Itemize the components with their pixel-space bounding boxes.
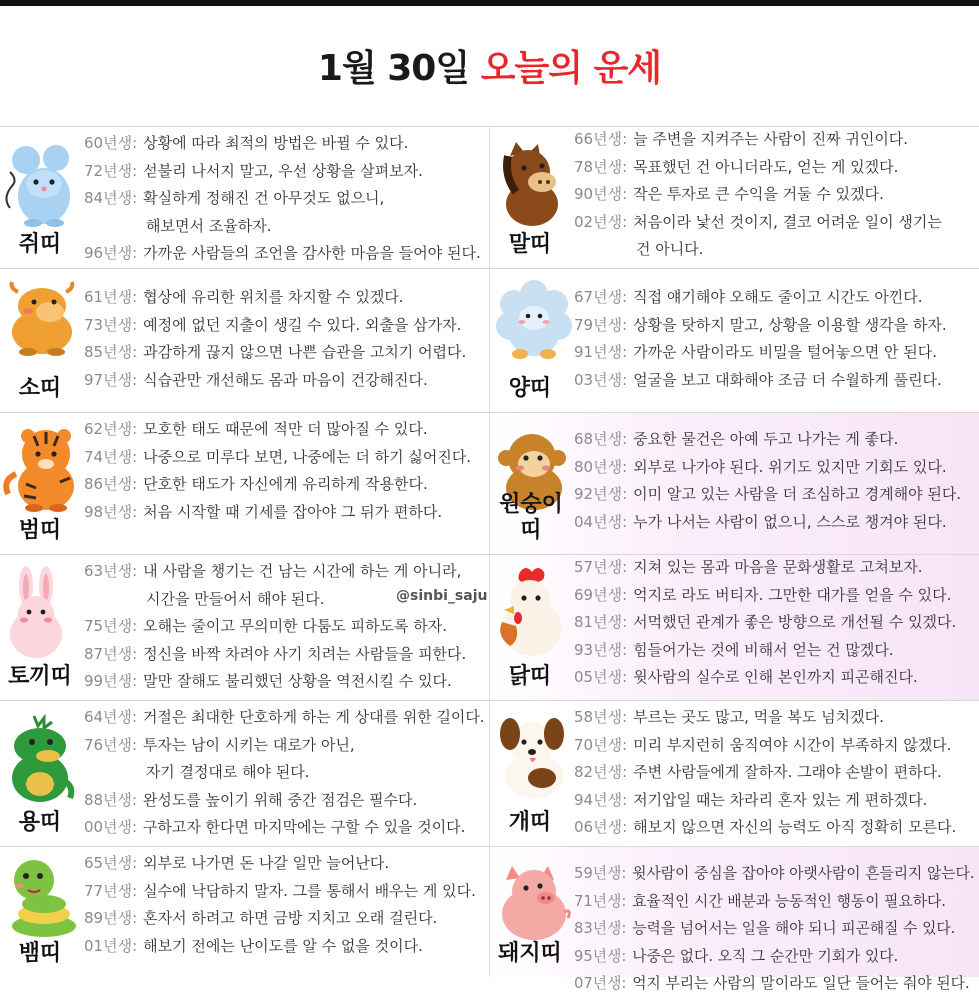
row-divider [0, 554, 979, 555]
row-divider [0, 412, 979, 413]
fortune-line [574, 284, 947, 312]
birth-year: 95년생: [574, 946, 627, 965]
snake-icon [4, 858, 80, 942]
fortune-line [84, 814, 485, 842]
birth-year: 88년생: [84, 790, 137, 809]
fortune-line [574, 888, 975, 916]
fortune-text: 서먹했던 관계가 좋은 방향으로 개선될 수 있겠다. [633, 613, 957, 631]
fortune-line [574, 554, 956, 582]
fortune-text: 중요한 물건은 아예 두고 나가는 게 좋다. [633, 430, 899, 448]
birth-year: 85년생: [84, 343, 138, 361]
fortune-line [84, 284, 466, 312]
fortune-cell-right-6 [490, 846, 979, 992]
row-divider [0, 268, 979, 269]
fortune-line [574, 454, 961, 482]
birth-year: 74년생: [84, 447, 138, 466]
fortune-lines [84, 850, 476, 960]
fortune-line [84, 613, 466, 641]
fortune-text: 미리 부지런히 움직여야 시간이 부족하지 않겠다. [633, 735, 952, 754]
zodiac-label: 말띠 [508, 232, 552, 257]
zodiac-label: 양띠 [508, 376, 552, 401]
fortune-line [574, 209, 942, 237]
fortune-line [84, 668, 466, 696]
fortune-text: 말만 잘해도 불리했던 상황을 역전시킬 수 있다. [143, 672, 452, 690]
zodiac-label: 소띠 [18, 376, 62, 401]
fortune-line [84, 499, 471, 527]
birth-year: 77년생: [84, 881, 138, 900]
fortune-text: 단호한 태도가 자신에게 유리하게 작용한다. [143, 475, 428, 493]
fortune-text: 억지 부리는 사람의 말이라도 일단 들어는 줘야 된다. [632, 974, 970, 992]
fortune-line [84, 558, 466, 586]
top-bar [0, 0, 979, 6]
fortune-text: 억지로 라도 버티자. 그만한 대가를 얻을 수 있다. [633, 585, 952, 604]
fortune-text: 얼굴을 보고 대화해야 조금 더 수월하게 풀린다. [633, 370, 942, 389]
birth-year: 60년생: [84, 134, 138, 152]
fortune-lines [84, 558, 466, 696]
birth-year: 67년생: [574, 288, 628, 306]
birth-year: 94년생: [574, 790, 628, 809]
fortune-text: 혼자서 하려고 하면 금방 지치고 오래 걸린다. [143, 909, 438, 927]
tiger-icon [4, 424, 78, 516]
birth-year: 87년생: [84, 644, 138, 663]
title-main: 오늘의 운세 [480, 48, 662, 89]
fortune-text: 윗사람의 실수로 인해 본인까지 피곤해진다. [633, 668, 918, 686]
zodiac-label: 뱀띠 [18, 941, 62, 966]
fortune-cell-right-5 [490, 700, 979, 846]
fortune-text: 저기압일 때는 차라리 혼자 있는 게 편하겠다. [633, 790, 928, 809]
fortune-line [574, 312, 947, 340]
birth-year: 79년생: [574, 315, 628, 334]
birth-year: 96년생: [84, 244, 138, 262]
fortune-line [84, 130, 481, 158]
zodiac-label: 돼지띠 [498, 941, 562, 966]
zodiac-label: 토끼띠 [8, 664, 72, 689]
birth-year: 04년생: [574, 512, 628, 531]
fortune-lines [574, 426, 961, 536]
birth-year: 97년생: [84, 370, 138, 389]
fortune-line [84, 850, 476, 878]
fortune-line [574, 704, 956, 732]
fortune-text: 힘들어가는 것에 비해서 얻는 건 많겠다. [633, 640, 894, 659]
birth-year: 78년생: [574, 157, 628, 176]
birth-year: 02년생: [574, 212, 628, 231]
fortune-line [84, 732, 485, 760]
fortune-line [84, 339, 466, 367]
fortune-text: 과감하게 끊지 않으면 나쁜 습관을 고치기 어렵다. [143, 343, 467, 361]
fortune-text: 상황을 탓하지 말고, 상황을 이용할 생각을 하자. [633, 315, 947, 334]
fortune-line [84, 185, 481, 213]
birth-year: 82년생: [574, 763, 628, 781]
birth-year: 73년생: [84, 315, 138, 334]
fortune-line [574, 181, 942, 209]
birth-year: 61년생: [84, 288, 138, 306]
fortune-cell-left-5 [0, 700, 489, 846]
watermark: @sinbi_saju [396, 588, 488, 604]
fortune-cell-left-6 [0, 846, 489, 977]
birth-year: 71년생: [574, 891, 627, 910]
fortune-lines [84, 284, 466, 394]
fortune-line [574, 509, 961, 537]
birth-year: 92년생: [574, 485, 628, 503]
title-date: 1월 30일 [317, 48, 470, 89]
birth-year: 99년생: [84, 672, 138, 690]
fortune-line [574, 236, 942, 264]
birth-year: 64년생: [84, 708, 137, 726]
birth-year: 57년생: [574, 558, 628, 576]
fortune-line [574, 860, 975, 888]
fortune-lines [84, 130, 481, 268]
birth-year: 01년생: [84, 936, 138, 955]
horse-icon [494, 138, 566, 230]
fortune-line [574, 943, 975, 971]
birth-year: 07년생: [574, 974, 627, 992]
birth-year: 65년생: [84, 854, 138, 872]
fortune-cell-right-2 [490, 268, 979, 412]
fortune-text: 작은 투자로 큰 수익을 거둘 수 있겠다. [633, 185, 884, 203]
ox-icon [4, 280, 80, 360]
birth-year: 06년생: [574, 818, 628, 836]
fortune-text: 처음이라 낯선 것이지, 결코 어려운 일이 생기는 [633, 212, 942, 231]
rat-icon [4, 138, 76, 232]
birth-year: 86년생: [84, 475, 138, 493]
zodiac-label: 쥐띠 [18, 232, 62, 257]
fortune-text: 외부로 나가면 돈 나갈 일만 늘어난다. [143, 854, 390, 872]
fortune-line [574, 609, 956, 637]
fortune-text: 직접 얘기해야 오해도 줄이고 시간도 아낀다. [633, 288, 923, 306]
fortune-text: 확실하게 정해진 건 아무것도 없으니, [143, 189, 385, 207]
zodiac-label: 원숭이띠 [499, 492, 563, 543]
birth-year: 59년생: [574, 864, 627, 882]
fortune-text: 건 아니다. [636, 240, 704, 258]
fortune-lines [574, 704, 956, 842]
rooster-icon [494, 566, 566, 662]
fortune-text: 주변 사람들에게 잘하자. 그래야 손발이 편하다. [633, 763, 942, 781]
birth-year: 76년생: [84, 735, 137, 754]
fortune-text: 해보면서 조율하자. [146, 216, 272, 235]
birth-year: 90년생: [574, 185, 628, 203]
fortune-text: 해보지 않으면 자신의 능력도 아직 정확히 모른다. [633, 818, 957, 836]
fortune-lines [84, 704, 485, 842]
birth-year: 98년생: [84, 502, 138, 521]
fortune-cell-right-3 [490, 412, 979, 554]
fortune-line [84, 416, 471, 444]
fortune-text: 모호한 태도 때문에 적만 더 많아질 수 있다. [143, 420, 428, 438]
birth-year: 58년생: [574, 708, 628, 726]
fortune-text: 구하고자 한다면 마지막에는 구할 수 있을 것이다. [142, 818, 466, 836]
fortune-cell-right-4 [490, 554, 979, 700]
fortune-text: 부르는 곳도 많고, 먹을 복도 넘치겠다. [633, 708, 884, 726]
fortune-cell-left-4 [0, 554, 489, 700]
fortune-text: 오해는 줄이고 무의미한 다툼도 피하도록 하자. [143, 617, 448, 635]
fortune-line [574, 637, 956, 665]
birth-year: 62년생: [84, 420, 138, 438]
fortune-text: 시간을 만들어서 해야 된다. [146, 589, 325, 608]
fortune-line [574, 582, 956, 610]
fortune-line [574, 126, 942, 154]
birth-year: 80년생: [574, 457, 628, 476]
fortune-text: 협상에 유리한 위치를 차지할 수 있겠다. [143, 288, 404, 306]
birth-year: 03년생: [574, 370, 628, 389]
fortune-line [574, 664, 956, 692]
fortune-text: 지쳐 있는 몸과 마음을 문화생활로 고쳐보자. [633, 558, 923, 576]
fortune-line [574, 367, 947, 395]
birth-year: 68년생: [574, 430, 628, 448]
fortune-line [84, 641, 466, 669]
row-divider [0, 126, 979, 127]
fortune-line [574, 814, 956, 842]
fortune-line [574, 970, 975, 998]
birth-year: 70년생: [574, 735, 628, 754]
sheep-icon [494, 280, 574, 364]
fortune-line [84, 878, 476, 906]
fortune-line [574, 339, 947, 367]
fortune-text: 실수에 낙담하지 말자. 그를 통해서 배우는 게 있다. [143, 881, 476, 900]
fortune-text: 나중으로 미루다 보면, 나중에는 더 하기 싫어진다. [143, 447, 472, 466]
fortune-grid [0, 126, 979, 992]
birth-year: 81년생: [574, 613, 628, 631]
pig-icon [494, 858, 572, 946]
birth-year: 91년생: [574, 343, 628, 361]
fortune-text: 거절은 최대한 단호하게 하는 게 상대를 위한 길이다. [142, 708, 485, 726]
fortune-lines [574, 126, 942, 264]
fortune-text: 내 사람을 챙기는 건 남는 시간에 하는 게 아니라, [143, 562, 462, 580]
fortune-line [574, 732, 956, 760]
fortune-cell-left-3 [0, 412, 489, 554]
birth-year: 93년생: [574, 640, 628, 659]
zodiac-label: 닭띠 [508, 664, 552, 689]
fortune-text: 자기 결정대로 해야 된다. [145, 763, 310, 781]
fortune-lines [574, 554, 956, 692]
birth-year: 63년생: [84, 562, 138, 580]
page-title [0, 40, 979, 91]
fortune-cell-left-2 [0, 268, 489, 412]
fortune-text: 가까운 사람이라도 비밀을 털어놓으면 안 된다. [633, 343, 938, 361]
birth-year: 69년생: [574, 585, 628, 604]
fortune-line [84, 933, 476, 961]
row-divider [0, 700, 979, 701]
birth-year: 75년생: [84, 617, 138, 635]
fortune-text: 나중은 없다. 오직 그 순간만 기회가 있다. [632, 946, 899, 965]
dog-icon [494, 712, 570, 802]
fortune-text: 늘 주변을 지켜주는 사람이 진짜 귀인이다. [633, 130, 909, 148]
fortune-line [84, 367, 466, 395]
fortune-line [574, 759, 956, 787]
fortune-line [574, 787, 956, 815]
fortune-text: 효율적인 시간 배분과 능동적인 행동이 필요하다. [632, 891, 946, 910]
fortune-text: 정신을 바짝 차려야 사기 치려는 사람들을 피한다. [143, 644, 467, 663]
zodiac-label: 개띠 [508, 810, 552, 835]
fortune-text: 해보기 전에는 난이도를 알 수 없을 것이다. [143, 936, 423, 955]
fortune-line [84, 213, 481, 241]
birth-year: 72년생: [84, 161, 138, 180]
fortune-line [574, 915, 975, 943]
birth-year: 05년생: [574, 668, 628, 686]
birth-year: 89년생: [84, 909, 138, 927]
fortune-text: 상황에 따라 최적의 방법은 바뀔 수 있다. [143, 134, 409, 152]
fortune-line [84, 312, 466, 340]
fortune-line [84, 704, 485, 732]
birth-year: 66년생: [574, 130, 628, 148]
fortune-text: 윗사람이 중심을 잡아야 아랫사람이 흔들리지 않는다. [632, 864, 975, 882]
fortune-lines [84, 416, 471, 526]
birth-year: 83년생: [574, 919, 627, 937]
fortune-text: 목표했던 건 아니더라도, 얻는 게 있겠다. [633, 157, 899, 176]
fortune-cell-right-1 [490, 126, 979, 268]
fortune-text: 처음 시작할 때 기세를 잡아야 그 뒤가 편하다. [143, 502, 443, 521]
fortune-text: 예정에 없던 지출이 생길 수 있다. 외출을 삼가자. [143, 315, 462, 334]
fortune-line [574, 481, 961, 509]
zodiac-label: 용띠 [18, 810, 62, 835]
fortune-text: 누가 나서는 사람이 없으니, 스스로 챙겨야 된다. [633, 512, 947, 531]
fortune-text: 이미 알고 있는 사람을 더 조심하고 경계해야 된다. [633, 485, 962, 503]
fortune-cell-left-1 [0, 126, 489, 268]
fortune-text: 외부로 나가야 된다. 위기도 있지만 기회도 있다. [633, 457, 947, 476]
fortune-line [84, 240, 481, 268]
fortune-line [84, 905, 476, 933]
dragon-icon [4, 712, 74, 808]
fortune-text: 식습관만 개선해도 몸과 마음이 건강해진다. [143, 370, 428, 389]
fortune-text: 능력을 넘어서는 일을 해야 되니 피곤해질 수 있다. [632, 919, 956, 937]
fortune-line [84, 158, 481, 186]
fortune-line [574, 426, 961, 454]
fortune-line [84, 759, 485, 787]
fortune-lines [574, 860, 975, 998]
fortune-text: 완성도를 높이기 위해 중간 점검은 필수다. [142, 790, 418, 809]
birth-year: 84년생: [84, 189, 138, 207]
birth-year: 00년생: [84, 818, 137, 836]
rabbit-icon [4, 566, 68, 662]
fortune-lines [574, 284, 947, 394]
row-divider [0, 846, 979, 847]
fortune-text: 가까운 사람들의 조언을 감사한 마음을 들어야 된다. [143, 244, 481, 262]
zodiac-label: 범띠 [18, 518, 62, 543]
fortune-text: 투자는 남이 시키는 대로가 아닌, [142, 735, 355, 754]
fortune-line [84, 471, 471, 499]
fortune-line [574, 154, 942, 182]
fortune-line [84, 444, 471, 472]
fortune-text: 섣불리 나서지 말고, 우선 상황을 살펴보자. [143, 161, 423, 180]
fortune-line [84, 787, 485, 815]
